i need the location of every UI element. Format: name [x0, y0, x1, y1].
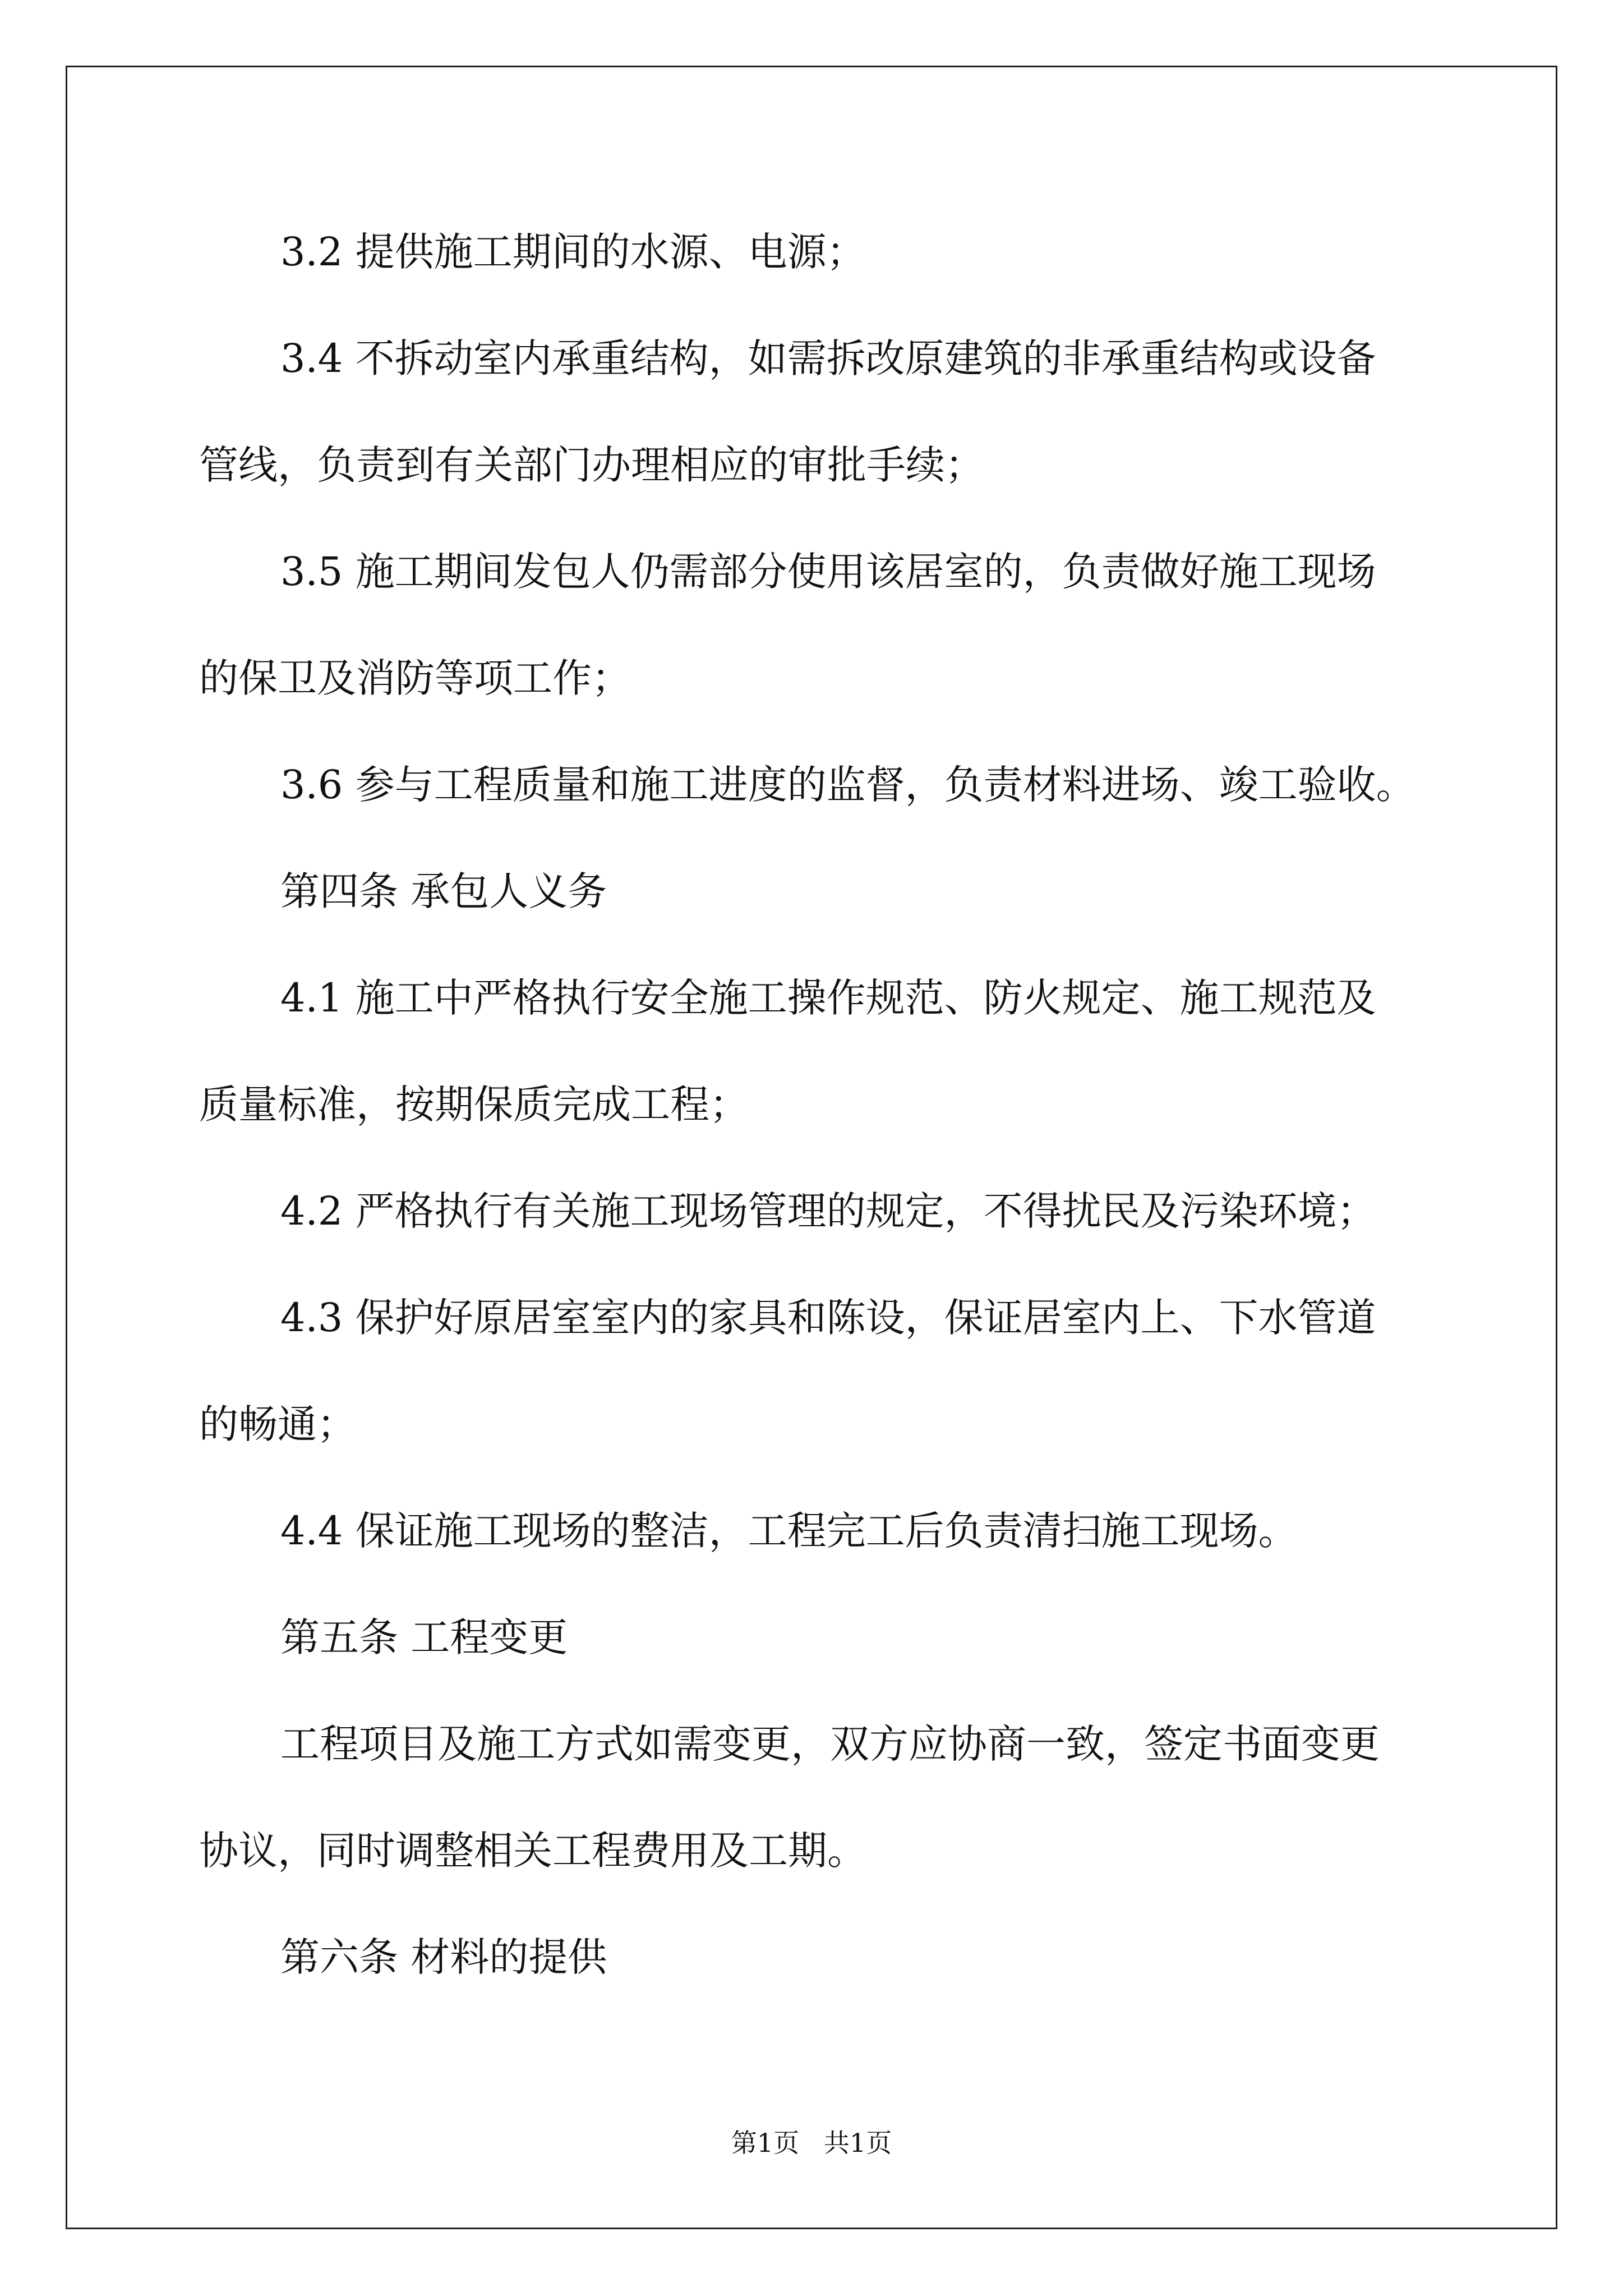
- clause-3-4-line-2: 管线，负责到有关部门办理相应的审批手续；: [199, 442, 984, 488]
- clause-3-6: 3.6 参与工程质量和施工进度的监督，负责材料进场、竣工验收。: [280, 762, 1415, 808]
- clause-4-1-line-1: 4.1 施工中严格执行安全施工操作规范、防火规定、施工规范及: [280, 975, 1376, 1021]
- clause-4-3-line-1: 4.3 保护好原居室室内的家具和陈设，保证居室内上、下水管道: [280, 1295, 1376, 1341]
- clause-4-2: 4.2 严格执行有关施工现场管理的规定，不得扰民及污染环境；: [280, 1188, 1376, 1234]
- article-4-heading: 第四条 承包人义务: [280, 868, 607, 914]
- clause-3-4-line-1: 3.4 不拆动室内承重结构，如需拆改原建筑的非承重结构或设备: [280, 335, 1376, 381]
- clause-4-1-line-2: 质量标准，按期保质完成工程；: [199, 1082, 749, 1128]
- clause-4-3-line-2: 的畅通；: [199, 1401, 356, 1447]
- article-5-body-line-2: 协议，同时调整相关工程费用及工期。: [199, 1828, 866, 1874]
- article-5-body-line-1: 工程项目及施工方式如需变更，双方应协商一致，签定书面变更: [280, 1721, 1380, 1767]
- page-number-footer: 第1页 共1页: [731, 2128, 892, 2158]
- page-border: [66, 66, 1557, 2229]
- clause-3-2: 3.2 提供施工期间的水源、电源；: [280, 229, 866, 275]
- clause-3-5-line-2: 的保卫及消防等项工作；: [199, 655, 631, 701]
- article-6-heading: 第六条 材料的提供: [280, 1934, 607, 1980]
- clause-3-5-line-1: 3.5 施工期间发包人仍需部分使用该居室的，负责做好施工现场: [280, 549, 1376, 595]
- clause-4-4: 4.4 保证施工现场的整洁，工程完工后负责清扫施工现场。: [280, 1508, 1298, 1554]
- article-5-heading: 第五条 工程变更: [280, 1614, 568, 1660]
